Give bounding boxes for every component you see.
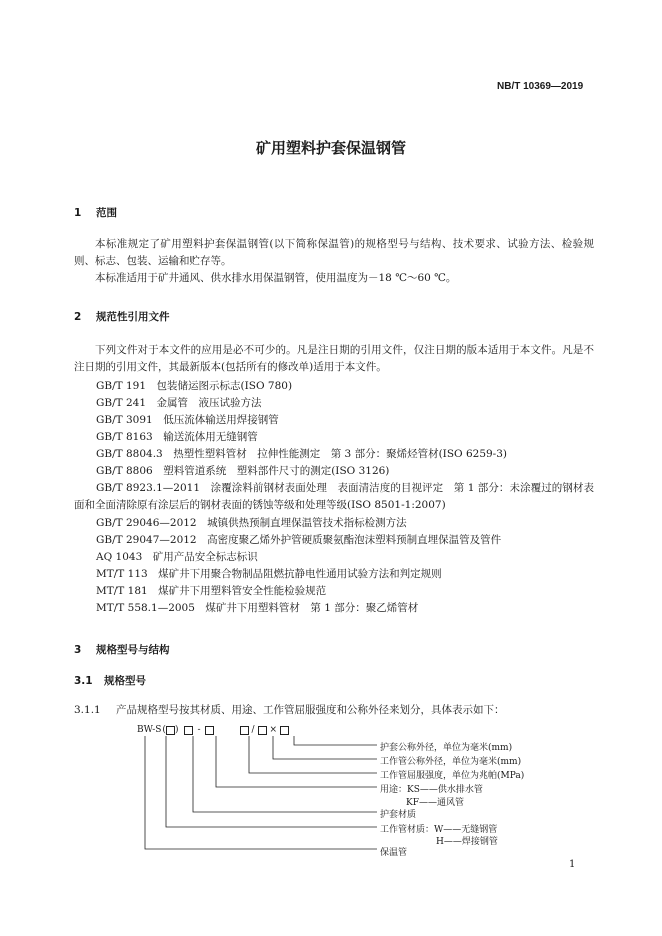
reference-item: GB/T 8163 输送流体用无缝钢管 [96,431,258,443]
reference-item: GB/T 3091 低压流体输送用焊接钢管 [96,414,279,426]
subsection-number: 3.1 [74,675,93,687]
section-title: 规格型号与结构 [96,644,170,656]
label-insulated-pipe: 保温管 [380,848,408,858]
standard-code: NB/T 10369—2019 [497,81,584,92]
section-number: 3 [74,644,82,656]
label-work-pipe-od: 工作管公称外径，单位为毫米(mm) [380,757,522,767]
reference-item: GB/T 191 包装储运图示标志(ISO 780) [96,380,293,392]
reference-item: GB/T 241 金属管 液压试验方法 [96,397,262,409]
scope-paragraph-2: 本标准适用于矿井通风、供水排水用保温钢管，使用温度为－18 ℃～60 ℃。 [95,272,457,284]
scope-paragraph-1: 本标准规定了矿用塑料护套保温钢管(以下简称保温管)的规格型号与结构、技术要求、试验方法、检验规则、标志、包装、运输和贮存等。 [74,238,594,267]
label-jacket-od: 护套公称外径，单位为毫米(mm) [380,743,513,753]
references-intro: 下列文件对于本文件的应用是必不可少的。凡是注日期的引用文件，仅注日期的版本适用于本文件。凡是不注日期的引用文件，其最新版本(包括所有的修改单)适用于本文件。 [74,344,594,373]
label-jacket-material: 护套材质 [380,810,417,820]
section-number: 2 [74,311,82,323]
label-work-pipe-material: 工作管材质：W——无缝钢管 [380,825,498,835]
reference-item: GB/T 8806 塑料管道系统 塑料部件尺寸的测定(ISO 3126) [96,465,390,477]
label-usage-kf: KF——通风管 [406,798,464,808]
reference-item: MT/T 558.1—2005 煤矿井下用塑料管材 第 1 部分：聚乙烯管材 [96,602,419,614]
reference-item: GB/T 8804.3 热塑性塑料管材 拉伸性能测定 第 3 部分：聚烯烃管材(ISO 6259-3) [96,448,508,460]
section-number: 1 [74,207,82,219]
section-title: 规范性引用文件 [96,311,170,323]
document-title: 矿用塑料护套保温钢管 [255,139,406,157]
section-title: 范围 [96,207,117,219]
reference-item: MT/T 181 煤矿井下用塑料管安全性能检验规范 [96,585,327,597]
label-usage: 用途：KS——供水排水管 [380,785,483,795]
designation-slash: / [251,725,255,735]
page-number: 1 [569,859,576,870]
clause-text: 产品规格型号按其材质、用途、工作管屈服强度和公称外径来划分，具体表示如下： [116,704,505,716]
reference-item-long: GB/T 8923.1—2011 涂覆涂料前钢材表面处理 表面清洁度的目视评定 第 1 部分：未涂覆过的钢材表面和全面清除原有涂层后的钢材表面的锈蚀等级和处理等级(ISO 8501-1:2007) [74,482,594,511]
label-yield-strength: 工作管屈服强度，单位为兆帕(MPa) [380,771,525,781]
subsection-title: 规格型号 [104,675,146,687]
reference-item: AQ 1043 矿用产品安全标志标识 [96,551,258,563]
reference-item: MT/T 113 煤矿井下用聚合物制品阻燃抗静电性通用试验方法和判定规则 [96,568,442,580]
designation-times: × [269,725,278,735]
designation-dash: - [197,725,201,735]
reference-item: GB/T 29046—2012 城镇供热预制直埋保温管技术指标检测方法 [96,517,407,529]
reference-item: GB/T 29047—2012 高密度聚乙烯外护管硬质聚氨酯泡沫塑料预制直埋保温管及管件 [96,534,502,546]
label-material-h: H——焊接钢管 [436,837,498,847]
clause-number: 3.1.1 [74,704,101,716]
designation-code: BW-S ( ) - / × [137,725,289,735]
designation-prefix: BW-S [137,725,162,735]
